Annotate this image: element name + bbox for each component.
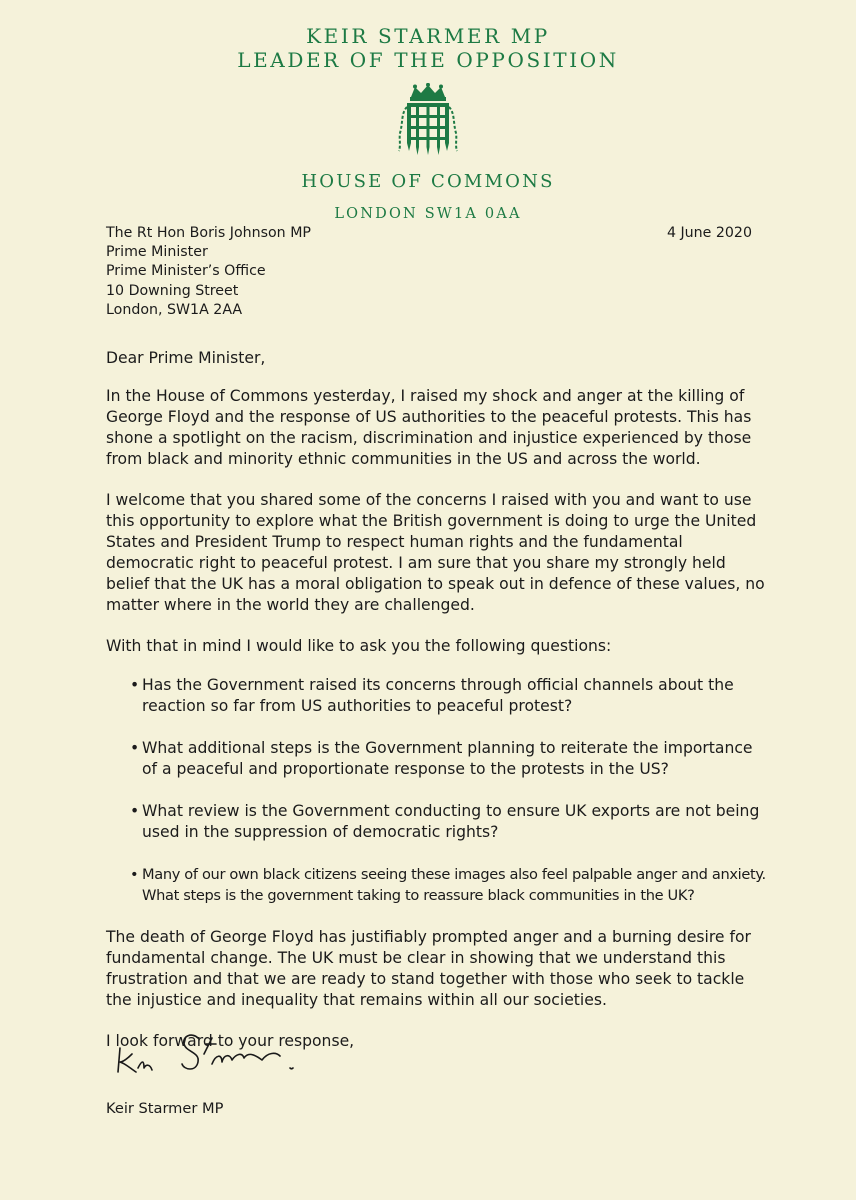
recipient-line: London, SW1A 2AA xyxy=(106,301,243,318)
bullet-icon: • xyxy=(130,739,140,757)
question-text: What review is the Government conducting to ensure UK exports are not being used in the suppression of democratic rights? xyxy=(142,802,760,841)
letterhead xyxy=(0,24,856,223)
question-text: What additional steps is the Government planning to reiterate the importance of a peaceful and proportionate response to the protests in the US? xyxy=(142,739,753,778)
closing-paragraph: The death of George Floyd has justifiably prompted anger and a burning desire for fundamental change. The UK must be clear in showing that we understand this frustration and that we are ready to stand together with those who seek to tackle the injustice and inequality that remains within all our societies. xyxy=(106,928,751,1009)
letterhead-house: HOUSE OF COMMONS xyxy=(301,171,555,192)
signatory-name: Keir Starmer MP xyxy=(106,1100,224,1117)
closing-line: I look forward to your response, xyxy=(106,1032,355,1050)
paragraph: In the House of Commons yesterday, I raised my shock and anger at the killing of George Floyd and the response of US authorities to the peaceful protests. This has shone a spotlight on the racism, discrimination and injustice experienced by those from black and minority ethnic communities in the US and across the world. xyxy=(106,387,752,468)
paragraph: With that in mind I would like to ask you the following questions: xyxy=(106,637,612,655)
question-item xyxy=(130,738,766,780)
question-text: Many of our own black citizens seeing these images also feel palpable anger and anxiety. What steps is the government taking to reassure black communities in the UK? xyxy=(142,866,766,904)
bullet-icon: • xyxy=(130,676,140,694)
question-text: Has the Government raised its concerns through official channels about the reaction so far from US authorities to peaceful protest? xyxy=(142,676,734,715)
paragraph: I welcome that you shared some of the concerns I raised with you and want to use this opportunity to explore what the British government is doing to urge the United States and President Trump to respect human rights and the fundamental democratic right to peaceful protest. I am sure that you share my strongly held belief that the UK has a moral obligation to speak out in defence of these values, no matter where in the world they are challenged. xyxy=(106,491,765,614)
salutation: Dear Prime Minister, xyxy=(106,349,266,367)
recipient-line: Prime Minister xyxy=(106,244,208,261)
recipient-line: Prime Minister’s Office xyxy=(106,263,266,280)
letterhead-name: KEIR STARMER MP xyxy=(306,24,550,48)
letter-date: 4 June 2020 xyxy=(666,225,752,241)
questions-list xyxy=(106,675,766,906)
question-item xyxy=(130,864,766,906)
question-item xyxy=(130,801,766,843)
recipient-line: The Rt Hon Boris Johnson MP xyxy=(106,225,311,241)
recipient-line: 10 Downing Street xyxy=(106,282,239,299)
bullet-icon: • xyxy=(130,802,140,820)
question-item xyxy=(130,675,766,717)
portcullis-icon xyxy=(397,83,459,157)
letterhead-role: LEADER OF THE OPPOSITION xyxy=(237,48,619,72)
letter-body xyxy=(106,348,766,1072)
recipient-address-block xyxy=(106,224,311,320)
handwritten-signature xyxy=(112,1024,312,1094)
letterhead-address: LONDON SW1A 0AA xyxy=(334,206,522,222)
bullet-icon: • xyxy=(130,866,139,883)
